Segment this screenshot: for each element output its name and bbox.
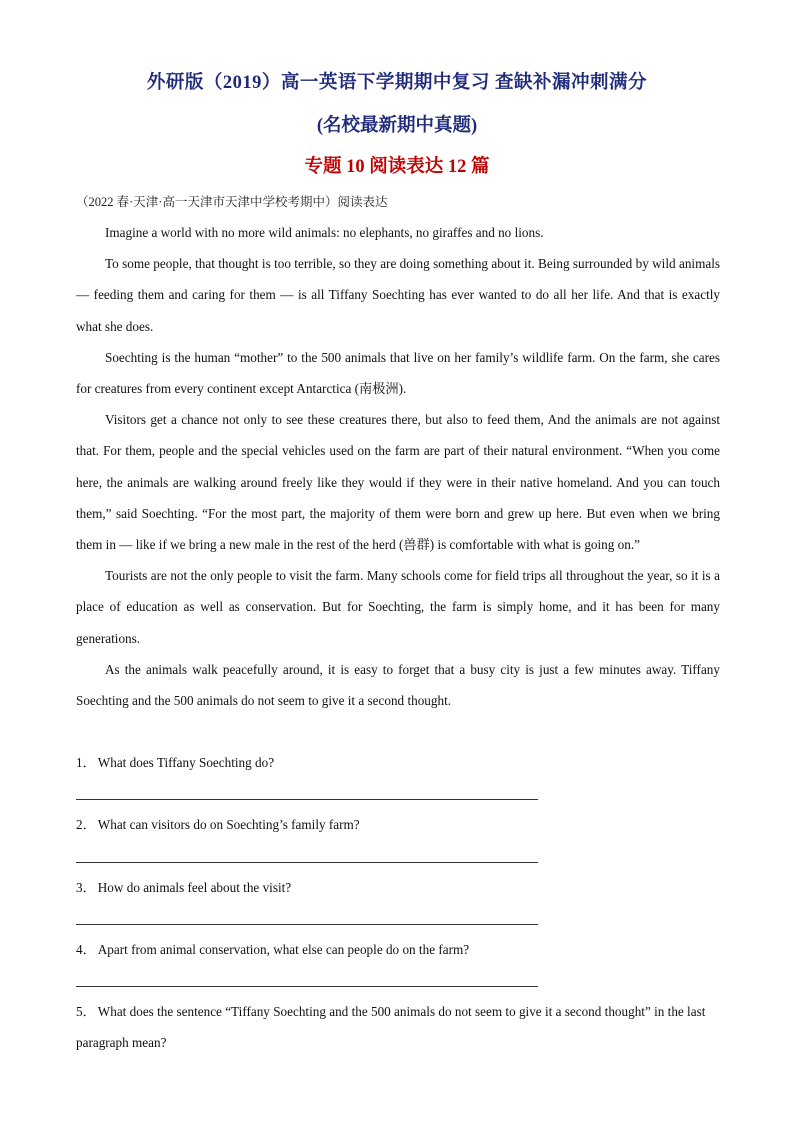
question-number: 2． — [76, 817, 96, 832]
question-1 — [76, 747, 720, 778]
question-source: （2022 春·天津·高一天津市天津中学校考期中）阅读表达 — [76, 195, 388, 209]
question-text: What can visitors do on Soechting’s family farm? — [97, 817, 360, 832]
passage-paragraph-6: As the animals walk peacefully around, it is easy to forget that a busy city is just a few minutes away. Tiffany Soechting and the 500 animals do not seem to give it a second thought. — [76, 661, 720, 709]
answer-line-2[interactable] — [76, 862, 538, 863]
document-title: 外研版（2019）高一英语下学期期中复习 查缺补漏冲刺满分 — [146, 73, 648, 93]
question-2 — [76, 809, 720, 840]
document-subtitle: (名校最新期中真题) — [316, 116, 478, 136]
answer-line-1[interactable] — [76, 799, 538, 800]
question-text: Apart from animal conservation, what else can people do on the farm? — [97, 942, 470, 957]
question-text: What does the sentence “Tiffany Soechting and the 500 animals do not seem to give it a second thought” in the last paragraph mean? — [76, 1004, 706, 1051]
passage-paragraph-1: Imagine a world with no more wild animals: no elephants, no giraffes and no lions. — [105, 225, 544, 240]
question-number: 1． — [76, 755, 96, 770]
question-number: 5． — [76, 1004, 96, 1019]
answer-line-4[interactable] — [76, 986, 538, 987]
question-text: How do animals feel about the visit? — [97, 880, 292, 895]
topic-heading: 专题 10 阅读表达 12 篇 — [304, 157, 490, 177]
question-text: What does Tiffany Soechting do? — [97, 755, 275, 770]
passage-paragraph-5: Tourists are not the only people to visit the farm. Many schools come for field trips all throughout the year, so it is a place of education as well as conservation. But for Soechting, the farm is simply home, and it has been for many generations. — [76, 568, 720, 646]
passage-paragraph-4: Visitors get a chance not only to see these creatures there, but also to feed them, And the animals are not against that. For them, people and the special vehicles used on the farm are part of their natural environment. “When you come here, the animals are walking around freely like they would if they were in their native homeland. And you can touch them,” said Soechting. “For the most part, the majority of them were born and grew up here. But even when we bring them in — like if we bring a new male in the rest of the herd (兽群) is comfortable with what is going on.” — [76, 412, 720, 553]
question-5 — [76, 996, 720, 1058]
question-number: 4． — [76, 942, 96, 957]
reading-passage — [76, 217, 720, 716]
passage-paragraph-3: Soechting is the human “mother” to the 500 animals that live on her family’s wildlife farm. On the farm, she cares for creatures from every continent except Antarctica (南极洲). — [76, 349, 720, 397]
question-4 — [76, 934, 720, 965]
question-number: 3． — [76, 880, 96, 895]
answer-line-3[interactable] — [76, 924, 538, 925]
passage-paragraph-2: To some people, that thought is too terrible, so they are doing something about it. Being surrounded by wild animals — feeding them and caring for them — is all Tiffany Soechting has ever wanted to do all her life. And that is exactly what she does. — [76, 256, 720, 334]
question-3 — [76, 872, 720, 903]
